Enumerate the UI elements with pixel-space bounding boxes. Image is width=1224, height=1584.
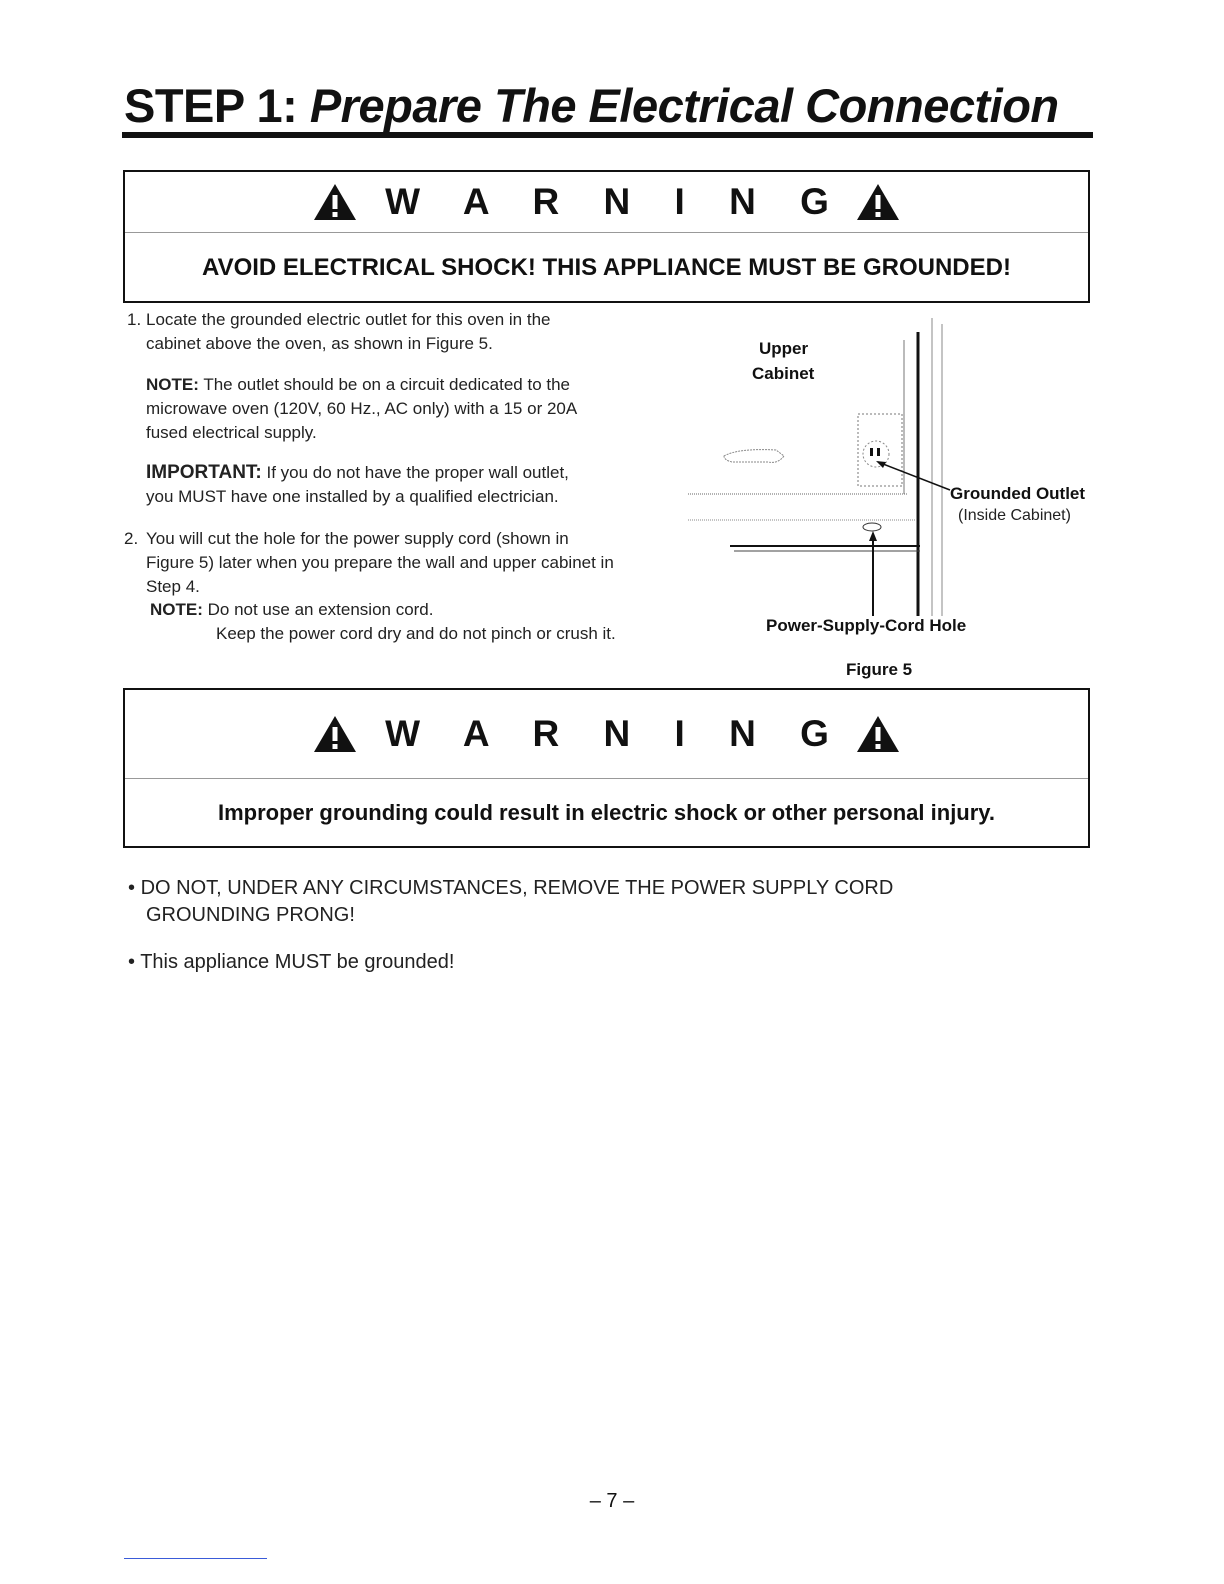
warning-box-injury bbox=[123, 688, 1090, 848]
title-step: STEP 1: bbox=[124, 79, 298, 132]
important-label: IMPORTANT: bbox=[146, 462, 262, 483]
warning-word: W A R N I N G bbox=[385, 713, 846, 754]
note-2-text: Do not use an extension cord. bbox=[207, 600, 434, 619]
footer-rule bbox=[124, 1558, 267, 1559]
note-1-line-2: microwave oven (120V, 60 Hz., AC only) with a 15 or 20A bbox=[146, 399, 578, 418]
bullet-dot: • bbox=[128, 877, 136, 899]
bullet-2-text: This appliance MUST be grounded! bbox=[140, 951, 455, 973]
bullet-2 bbox=[128, 949, 454, 976]
step-2-line-3: Step 4. bbox=[146, 577, 200, 596]
warning-message: AVOID ELECTRICAL SHOCK! THIS APPLIANCE MUST BE GROUNDED! bbox=[202, 253, 1011, 281]
note-1-text: The outlet should be on a circuit dedicated to the bbox=[203, 375, 570, 394]
step-2-line-2: Figure 5) later when you prepare the wall and upper cabinet in bbox=[146, 553, 614, 572]
warning-header bbox=[125, 690, 1088, 779]
bullet-1-line-1: DO NOT, UNDER ANY CIRCUMSTANCES, REMOVE THE POWER SUPPLY CORD bbox=[140, 877, 894, 899]
warning-triangle-icon bbox=[856, 715, 900, 753]
step-1-line-2: cabinet above the oven, as shown in Figure 5. bbox=[146, 334, 493, 353]
warning-triangle-icon bbox=[313, 715, 357, 753]
note-1-label: NOTE: bbox=[146, 375, 199, 394]
warning-triangle-icon bbox=[313, 183, 357, 221]
figure-label-grounded-outlet: Grounded Outlet bbox=[950, 484, 1086, 503]
note-2-line-2: Keep the power cord dry and do not pinch or crush it. bbox=[216, 624, 616, 643]
page-number: – 7 – bbox=[589, 1490, 635, 1512]
bullet-dot: • bbox=[128, 951, 136, 973]
bullet-1-line-2: GROUNDING PRONG! bbox=[146, 904, 355, 926]
title-subtitle: Prepare The Electrical Connection bbox=[309, 79, 1059, 132]
note-1-line-1 bbox=[146, 373, 570, 396]
important-line-2: you MUST have one installed by a qualified electrician. bbox=[146, 487, 559, 506]
note-2-line-1 bbox=[150, 598, 434, 621]
figure-label-power-hole: Power-Supply-Cord Hole bbox=[766, 616, 967, 635]
note-2-label: NOTE: bbox=[150, 600, 203, 619]
title-underline bbox=[122, 132, 1093, 138]
figure-caption: Figure 5 bbox=[846, 660, 913, 679]
figure-label-upper: Upper bbox=[759, 339, 809, 358]
note-1-line-3: fused electrical supply. bbox=[146, 423, 317, 442]
step-2-line-1: You will cut the hole for the power supply cord (shown in bbox=[146, 529, 569, 548]
bullet-1 bbox=[128, 875, 893, 902]
figure-label-cabinet: Cabinet bbox=[752, 364, 815, 383]
warning-box-grounding bbox=[123, 170, 1090, 303]
important-text: If you do not have the proper wall outlet, bbox=[266, 463, 569, 482]
warning-message: Improper grounding could result in electric shock or other personal injury. bbox=[217, 800, 996, 825]
warning-header bbox=[125, 172, 1088, 233]
warning-triangle-icon bbox=[856, 183, 900, 221]
warning-word: W A R N I N G bbox=[385, 181, 846, 222]
page-title bbox=[124, 78, 1092, 134]
step-2-number: 2. bbox=[124, 529, 139, 548]
important-line-1 bbox=[146, 461, 569, 484]
step-1-line-1: Locate the grounded electric outlet for this oven in the bbox=[146, 310, 551, 329]
figure-label-inside-cabinet: (Inside Cabinet) bbox=[958, 507, 1071, 524]
figure-5-diagram bbox=[680, 310, 1100, 630]
step-1-number: 1. bbox=[127, 310, 142, 329]
